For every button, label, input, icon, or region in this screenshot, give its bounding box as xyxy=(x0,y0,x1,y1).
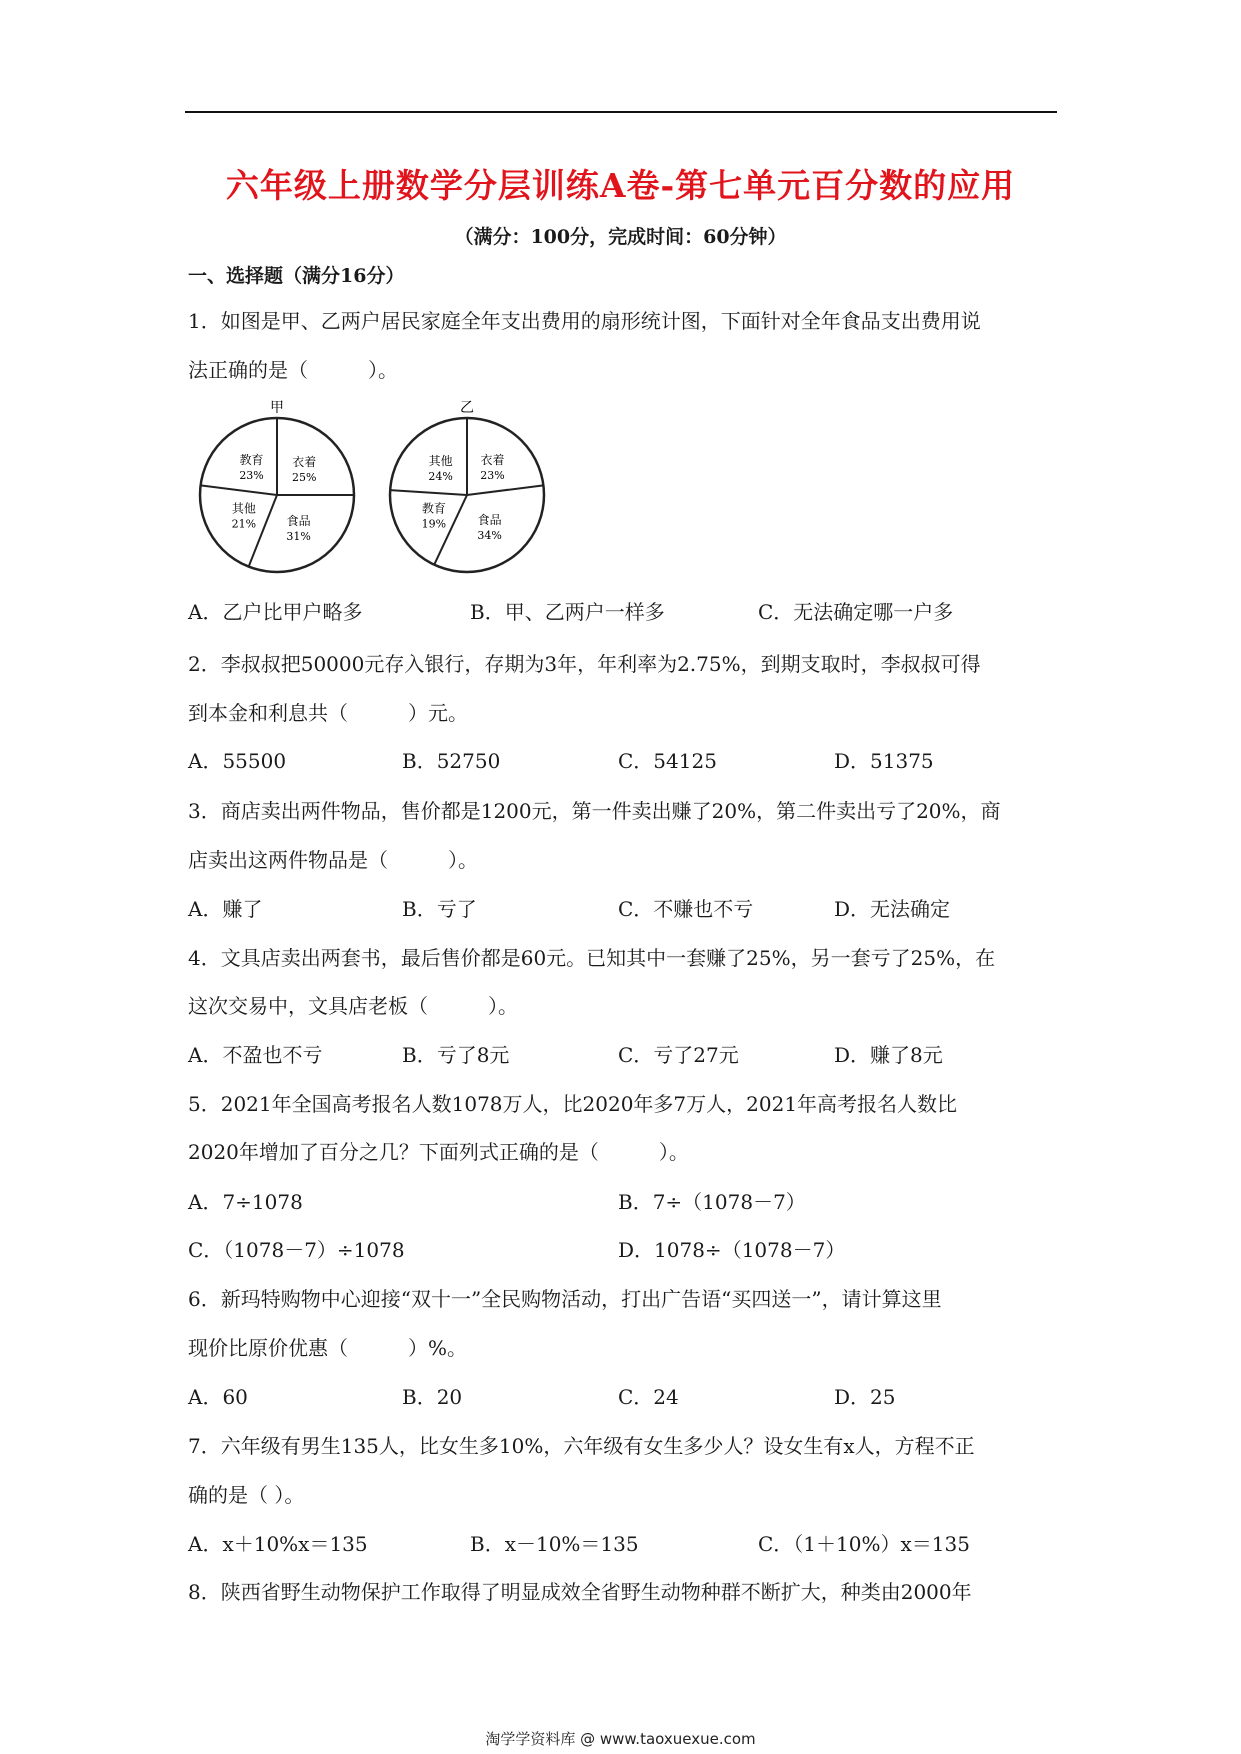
question-7-option-a[interactable]: A．x＋10%x＝135 xyxy=(188,1532,368,1556)
pie-title: 乙 xyxy=(460,400,474,416)
header-rule xyxy=(185,111,1057,113)
pie-slice-label: 食品 xyxy=(477,513,502,528)
pie-title: 甲 xyxy=(270,400,284,416)
pie-slice-value: 21% xyxy=(231,517,257,531)
question-1-option-b[interactable]: B．甲、乙两户一样多 xyxy=(470,600,665,624)
question-7-option-b[interactable]: B．x－10%＝135 xyxy=(470,1532,639,1556)
pie-slice-value: 31% xyxy=(286,529,311,543)
pie-slice-value: 34% xyxy=(477,529,502,543)
question-6-option-d[interactable]: D．25 xyxy=(834,1385,896,1409)
pie-slice-label: 教育 xyxy=(239,453,264,468)
footer-watermark: 淘学学资料库 @ www.taoxuexue.com xyxy=(485,1730,756,1748)
question-4-line-2: 这次交易中，文具店老板（ ）。 xyxy=(188,994,518,1018)
question-5-option-d[interactable]: D．1078÷（1078－7） xyxy=(618,1238,846,1262)
question-5-option-a[interactable]: A．7÷1078 xyxy=(188,1190,303,1214)
question-2-option-d[interactable]: D．51375 xyxy=(834,749,934,773)
question-6-option-b[interactable]: B．20 xyxy=(402,1385,463,1409)
question-3-option-a[interactable]: A．赚了 xyxy=(188,897,263,921)
question-6-option-a[interactable]: A．60 xyxy=(188,1385,248,1409)
pie-slice-label: 衣着 xyxy=(292,454,317,469)
pie-chart-jia xyxy=(200,400,354,572)
question-3-line-1: 3．商店卖出两件物品，售价都是1200元，第一件卖出赚了20%，第二件卖出亏了20%，商 xyxy=(188,799,1001,823)
pie-slice-value: 24% xyxy=(428,469,453,483)
pie-charts xyxy=(195,400,555,580)
question-2-option-c[interactable]: C．54125 xyxy=(618,749,717,773)
question-6-option-c[interactable]: C．24 xyxy=(618,1385,679,1409)
question-3-option-d[interactable]: D．无法确定 xyxy=(834,897,951,921)
question-5-option-b[interactable]: B．7÷（1078－7） xyxy=(618,1190,806,1214)
pie-slice-label: 其他 xyxy=(231,501,256,516)
question-1-option-c[interactable]: C．无法确定哪一户多 xyxy=(758,600,954,624)
pie-slice-label: 教育 xyxy=(421,501,446,516)
pie-slice-label: 衣着 xyxy=(480,453,505,468)
question-3-line-2: 店卖出这两件物品是（ ）。 xyxy=(188,848,478,872)
question-2-line-1: 2．李叔叔把50000元存入银行，存期为3年，年利率为2.75%，到期支取时，李叔叔可得 xyxy=(188,652,981,676)
question-6-line-1: 6．新玛特购物中心迎接“双十一”全民购物活动，打出广告语“买四送一”，请计算这里 xyxy=(188,1287,942,1311)
page-subtitle: （满分：100分，完成时间：60分钟） xyxy=(454,226,787,248)
question-3-option-b[interactable]: B．亏了 xyxy=(402,897,477,921)
question-8-line-1: 8．陕西省野生动物保护工作取得了明显成效全省野生动物种群不断扩大，种类由2000年 xyxy=(188,1580,972,1604)
page-title: 六年级上册数学分层训练A卷-第七单元百分数的应用 xyxy=(225,166,1016,205)
section-title: 一、选择题（满分16分） xyxy=(188,265,405,287)
question-4-option-a[interactable]: A．不盈也不亏 xyxy=(188,1043,323,1067)
pie-slice-label: 其他 xyxy=(428,453,453,468)
question-7-option-c[interactable]: C．（1＋10%）x＝135 xyxy=(758,1532,970,1556)
question-5-line-2: 2020年增加了百分之几？下面列式正确的是（ ）。 xyxy=(188,1140,689,1164)
question-4-line-1: 4．文具店卖出两套书，最后售价都是60元。已知其中一套赚了25%，另一套亏了25%，在 xyxy=(188,946,996,970)
question-7-line-2: 确的是（ ）。 xyxy=(188,1483,305,1507)
question-2-option-b[interactable]: B．52750 xyxy=(402,749,501,773)
pie-slice-value: 23% xyxy=(480,469,505,483)
pie-slice-value: 25% xyxy=(291,470,317,484)
pie-slice-label: 食品 xyxy=(286,513,311,528)
question-4-option-b[interactable]: B．亏了8元 xyxy=(402,1043,510,1067)
question-5-line-1: 5．2021年全国高考报名人数1078万人，比2020年多7万人，2021年高考报名人数比 xyxy=(188,1092,958,1116)
question-7-line-1: 7．六年级有男生135人，比女生多10%，六年级有女生多少人？设女生有x人，方程不正 xyxy=(188,1434,975,1458)
pie-chart-yi xyxy=(390,400,544,572)
pie-slice-value: 23% xyxy=(239,469,264,483)
question-2-line-2: 到本金和利息共（ ）元。 xyxy=(188,701,468,725)
question-4-option-d[interactable]: D．赚了8元 xyxy=(834,1043,943,1067)
question-1-option-a[interactable]: A．乙户比甲户略多 xyxy=(188,600,363,624)
pie-slice-value: 19% xyxy=(421,517,447,531)
question-3-option-c[interactable]: C．不赚也不亏 xyxy=(618,897,754,921)
question-4-option-c[interactable]: C．亏了27元 xyxy=(618,1043,739,1067)
question-2-option-a[interactable]: A．55500 xyxy=(188,749,287,773)
question-6-line-2: 现价比原价优惠（ ）%。 xyxy=(188,1336,468,1360)
question-1-line-2: 法正确的是（ ）。 xyxy=(188,358,398,382)
question-1-line-1: 1．如图是甲、乙两户居民家庭全年支出费用的扇形统计图，下面针对全年食品支出费用说 xyxy=(188,309,981,333)
question-5-option-c[interactable]: C．（1078－7）÷1078 xyxy=(188,1238,405,1262)
